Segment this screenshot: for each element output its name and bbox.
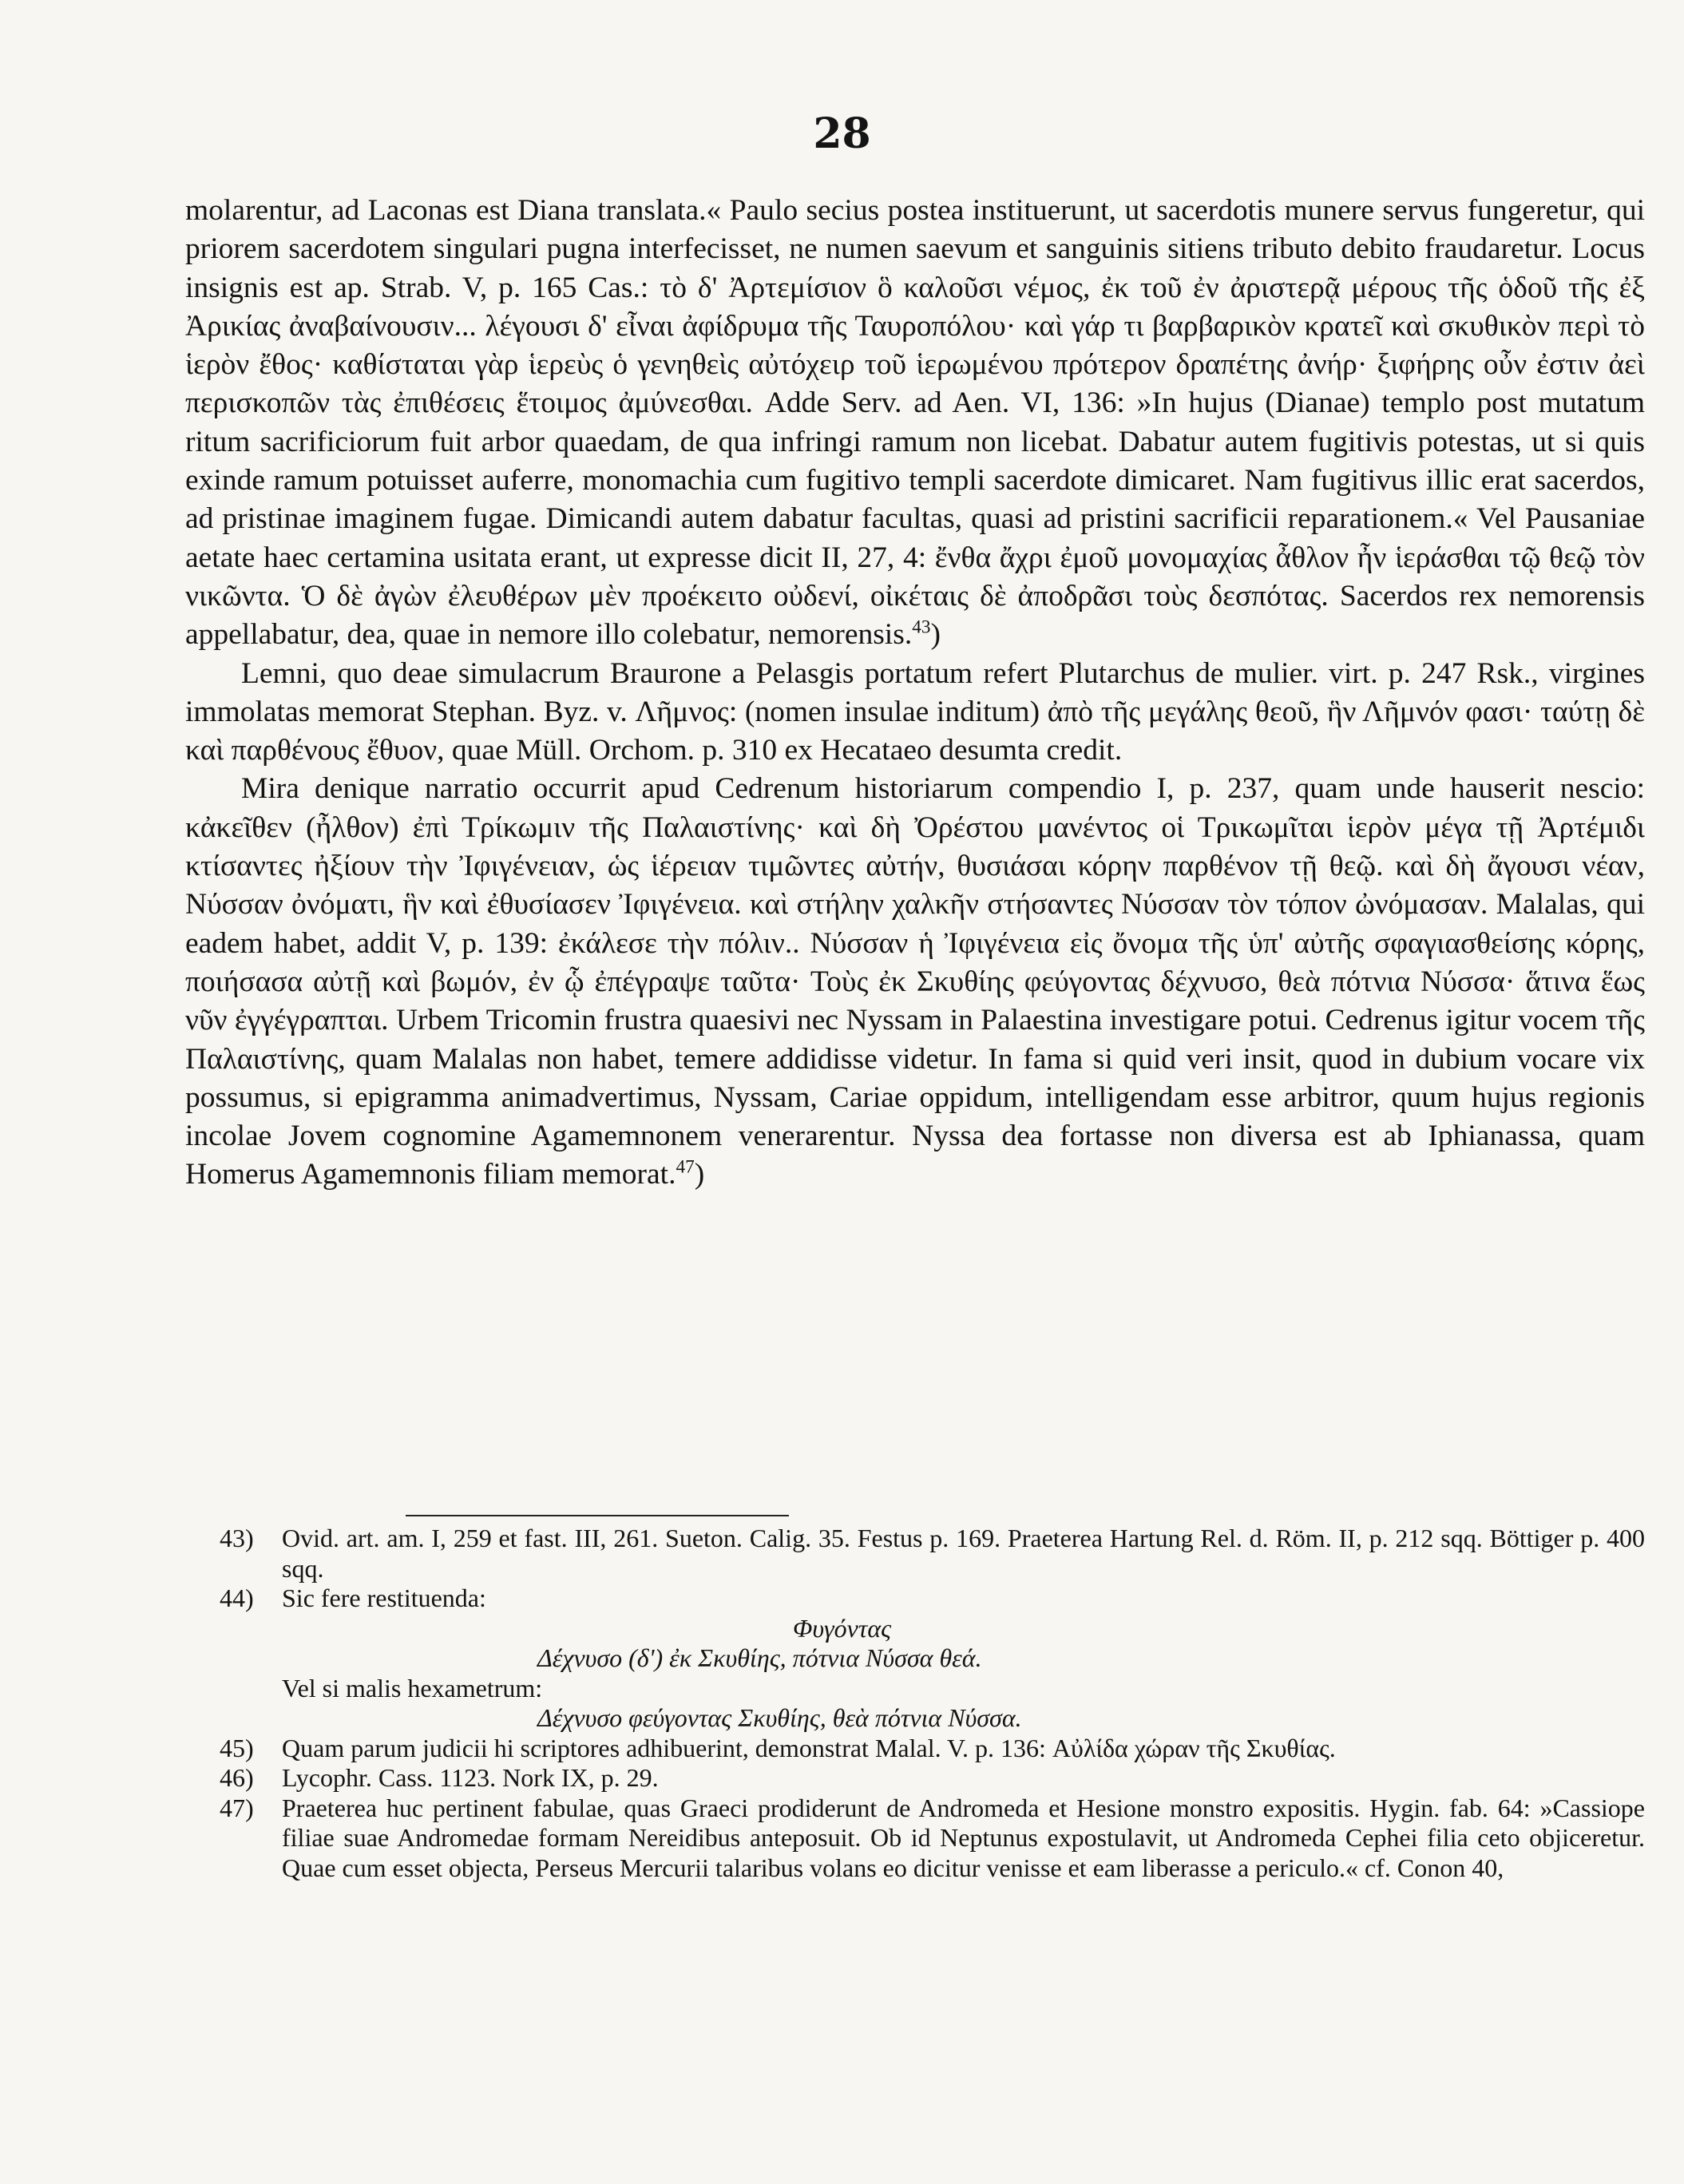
footnote-text: Quam parum judicii hi scriptores adhibuerint, demonstrat Malal. V. p. 136: Αὐλίδα χώραν τῆς Σκυθίας. [282,1733,1336,1762]
footnote-45 [220,1734,1645,1764]
paragraph-3: Mira denique narratio occurrit apud Cedrenum historiarum compendio I, p. 237, quam unde hauserit nescio: κἀκεῖθεν (ἦλθον) ἐπὶ Τρίκωμιν τῆς Παλαιστίνης· καὶ δὴ Ὀρέστου μανέντος οἱ Τρικωμῖται ἱερὸν μέγα τῇ Ἀρτέμιδι κτίσαντες ἠξίουν τὴν Ἰφιγένειαν, ὡς ἱέρειαν τιμῶντες αὐτήν, θυσιάσαι κόρην παρθένον τῇ θεῷ. καὶ δὴ ἄγουσι νέαν, Νύσσαν ὀνόματι, ἣν καὶ ἐθυσίασεν Ἰφιγένεια. καὶ στήλην χαλκῆν στήσαντες Νύσσαν τὸν τόπον ὠνόμασαν. Malalas, qui eadem habet, addit V, p. 139: ἐκάλεσε τὴν πόλιν.. Νύσσαν ἡ Ἰφιγένεια εἰς ὄνομα τῆς ὑπ' αὐτῆς σφαγιασθείσης κόρης, ποιήσασα αὐτῇ καὶ βωμόν, ἐν ᾧ ἐπέγραψε ταῦτα· Τοὺς ἐκ Σκυθίης φεύγοντας δέχνυσο, θεὰ πότνια Νύσσα· ἅτινα ἕως νῦν ἐγγέγραπται. Urbem Tricomin frustra quaesivi nec Nyssam in Palaestina investigare potui. Cedrenus igitur vocem τῆς Παλαιστίνης, quam Malalas non habet, temere addidisse videtur. In fama si quid veri insit, quod in dubium vocare vix possumus, si epigramma animadvertimus, Nyssam, Cariae oppidum, intelligendam esse arbitror, quum hujus regionis incolae Jovem cognomine Agamemnonem venerarentur. Nyssa dea fortasse non diversa est ab Iphianassa, quam Homerus Agamemnonis filiam memorat.$^{47}$) [185,772,1645,1191]
footnote-43 [220,1524,1645,1583]
paragraph-2: Lemni, quo deae simulacrum Braurone a Pelasgis portatum refert Plutarchus de mulier. virt. p. 247 Rsk., virgines immolatas memorat Stephan. Byz. v. Λῆμνος: (nomen insulae inditum) ἀπὸ τῆς μεγάλης θεοῦ, ἣν Λῆμνόν φασι· ταύτῃ δὲ καὶ παρθένους ἔθυον, quae Müll. Orchom. p. 310 ex Hecataeo desumta credit. [185,656,1645,767]
footnote-text: Lycophr. Cass. 1123. Nork IX, p. 29. [282,1763,659,1792]
footnote-text: Sic fere restituenda: [282,1583,486,1612]
footnote-text: Ovid. art. am. I, 259 et fast. III, 261. Sueton. Calig. 35. Festus p. 169. Praeterea Hartung Rel. d. Röm. II, p. 212 sqq. Böttiger p. 400 sqq. [282,1524,1645,1583]
footnote-number: 46) [220,1763,254,1792]
footnote-text: Praeterea huc pertinent fabulae, quas Graeci prodiderunt de Andromeda et Hesione monstro expositis. Hygin. fab. 64: »Cassiope filiae suae Andromedae formam Nereidibus anteposuit. Ob id Neptunus expostulavit, ut Andromeda Cephei filia ceto objiceretur. Quae cum esset objecta, Perseus Mercurii talaribus volans eo dicitur venisse et eam liberasse a periculo.« cf. Conon 40, [282,1793,1645,1882]
paragraph-3-text: Mira denique narratio occurrit apud Cedrenum historiarum compendio I, p. 237, quam unde hauserit nescio: κἀκεῖθεν (ἦλθον) ἐπὶ Τρίκωμιν τῆς Παλαιστίνης· καὶ δὴ Ὀρέστου μανέντος οἱ Τρικωμῖται ἱερὸν μέγα τῇ Ἀρτέμιδι κτίσαντες ἠξίουν τὴν Ἰφιγένειαν, ὡς ἱέρειαν τιμῶντες αὐτήν, θυσιάσαι κόρην παρθένον τῇ θεῷ. καὶ δὴ ἄγουσι νέαν, Νύσσαν ὀνόματι, ἣν καὶ ἐθυσίασεν Ἰφιγένεια. καὶ στήλην χαλκῆν στήσαντες Νύσσαν τὸν τόπον ὠνόμασαν. Malalas, qui eadem habet, addit V, p. 139: ἐκάλεσε τὴν πόλιν.. Νύσσαν ἡ Ἰφιγένεια εἰς ὄνομα τῆς ὑπ' αὐτῆς σφαγιασθείσης κόρης, ποιήσασα αὐτῇ καὶ βωμόν, ἐν ᾧ ἐπέγραψε ταῦτα· Τοὺς ἐκ Σκυθίης φεύγοντας δέχνυσο, θεὰ πότνια Νύσσα· ἅτινα ἕως νῦν ἐγγέγραπται. Urbem Tricomin frustra quaesivi nec Nyssam in Palaestina investigare potui. Cedrenus igitur vocem τῆς Παλαιστίνης, quam Malalas non habet, temere addidisse videtur. In fama si quid veri insit, quod in dubium vocare vix possumus, si epigramma animadvertimus, Nyssam, Cariae oppidum, intelligendam esse arbitror, quum hujus regionis incolae Jovem cognomine Agamemnonem venerarentur. Nyssa dea fortasse non diversa est ab Iphianassa, quam Homerus Agamemnonis filiam memorat. [185,772,1645,1191]
footnote-number: 47) [220,1793,254,1822]
footnote-text-mid: Vel si malis hexametrum: [282,1673,543,1702]
footnote-number: 45) [220,1733,254,1762]
verse-line: Δέχνυσο (δ') ἐκ Σκυθίης, πότνια Νύσσα θεά. [537,1643,982,1672]
footnote-number: 43) [220,1524,254,1552]
footnote-ref-47: 47 [676,1156,695,1178]
footnote-number: 44) [220,1583,254,1612]
footnote-ref-43: 43 [912,616,931,638]
footnote-47 [220,1794,1645,1884]
verse-variant: Φυγόντας [793,1613,892,1643]
footnote-44 [220,1583,1645,1734]
footnote-separator [406,1515,789,1516]
main-text [185,192,1645,1195]
footnote-46 [220,1763,1645,1794]
paragraph-1-text: molarentur, ad Laconas est Diana translata.« Paulo secius postea instituerunt, ut sacerdotis munere servus fungeretur, qui priorem sacerdotem singulari pugna interfecisset, ne numen saevum et sanguinis sitiens tributo debito fraudaretur. Locus insignis est ap. Strab. V, p. 165 Cas.: τὸ δ' Ἀρτεμίσιον ὃ καλοῦσι νέμος, ἐκ τοῦ ἐν ἀριστερᾷ μέρους τῆς ὁδοῦ τῆς ἐξ Ἀρικίας ἀναβαίνουσιν... λέγουσι δ' εἶναι ἀφίδρυμα τῆς Ταυροπόλου· καὶ γάρ τι βαρβαρικὸν κρατεῖ καὶ σκυθικὸν περὶ τὸ ἱερὸν ἔθος· καθίσταται γὰρ ἱερεὺς ὁ γενηθεὶς αὐτόχειρ τοῦ ἱερωμένου πρότερον δραπέτης ἀνήρ· ξιφήρης οὖν ἐστιν ἀεὶ περισκοπῶν τὰς ἐπιθέσεις ἕτοιμος ἀμύνεσθαι. Adde Serv. ad Aen. VI, 136: »In hujus (Dianae) templo post mutatum ritum sacrificiorum fuit arbor quaedam, de qua infringi ramum non licebat. Dabatur autem fugitivis potestas, ut si quis exinde ramum potuisset auferre, monomachia cum fugitivo templi sacerdote dimicaret. Nam fugitivus illic erat sacerdos, ad pristinae imaginem fugae. Dimicandi autem dabatur facultas, quasi ad pristini sacrificii reparationem.« Vel Pausaniae aetate haec certamina usitata erant, ut expresse dicit II, 27, 4: ἔνθα ἄχρι ἐμοῦ μονομαχίας ἆθλον ἦν ἱεράσθαι τῷ θεῷ τὸν νικῶντα. Ὁ δὲ ἀγὼν ἐλευθέρων μὲν προέκειτο οὐδενί, οἰκέταις δὲ ἀποδρᾶσι τοὺς δεσπότας. Sacerdos rex nemorensis appellabatur, dea, quae in nemore illo colebatur, nemorensis. [185,194,1645,652]
verse-hexameter: Δέχνυσο φεύγοντας Σκυθίης, θεὰ πότνια Νύσσα. [537,1703,1022,1732]
paragraph-1: molarentur, ad Laconas est Diana translata.« Paulo secius postea instituerunt, ut sacerdotis munere servus fungeretur, qui priorem sacerdotem singulari pugna interfecisset, ne numen saevum et sanguinis sitiens tributo debito fraudaretur. Locus insignis est ap. Strab. V, p. 165 Cas.: τὸ δ' Ἀρτεμίσιον ὃ καλοῦσι νέμος, ἐκ τοῦ ἐν ἀριστερᾷ μέρους τῆς ὁδοῦ τῆς ἐξ Ἀρικίας ἀναβαίνουσιν... λέγουσι δ' εἶναι ἀφίδρυμα τῆς Ταυροπόλου· καὶ γάρ τι βαρβαρικὸν κρατεῖ καὶ σκυθικὸν περὶ τὸ ἱερὸν ἔθος· καθίσταται γὰρ ἱερεὺς ὁ γενηθεὶς αὐτόχειρ τοῦ ἱερωμένου πρότερον δραπέτης ἀνήρ· ξιφήρης οὖν ἐστιν ἀεὶ περισκοπῶν τὰς ἐπιθέσεις ἕτοιμος ἀμύνεσθαι. Adde Serv. ad Aen. VI, 136: »In hujus (Dianae) templo post mutatum ritum sacrificiorum fuit arbor quaedam, de qua infringi ramum non licebat. Dabatur autem fugitivis potestas, ut si quis exinde ramum potuisset auferre, monomachia cum fugitivo templi sacerdote dimicaret. Nam fugitivus illic erat sacerdos, ad pristinae imaginem fugae. Dimicandi autem dabatur facultas, quasi ad pristini sacrificii reparationem.« Vel Pausaniae aetate haec certamina usitata erant, ut expresse dicit II, 27, 4: ἔνθα ἄχρι ἐμοῦ μονομαχίας ἆθλον ἦν ἱεράσθαι τῷ θεῷ τὸν νικῶντα. Ὁ δὲ ἀγὼν ἐλευθέρων μὲν προέκειτο οὐδενί, οἰκέταις δὲ ἀποδρᾶσι τοὺς δεσπότας. Sacerdos rex nemorensis appellabatur, dea, quae in nemore illo colebatur, nemorensis.$^{43}$) [185,194,1645,652]
footnotes [220,1524,1645,1883]
page-number: 28 [813,109,871,158]
